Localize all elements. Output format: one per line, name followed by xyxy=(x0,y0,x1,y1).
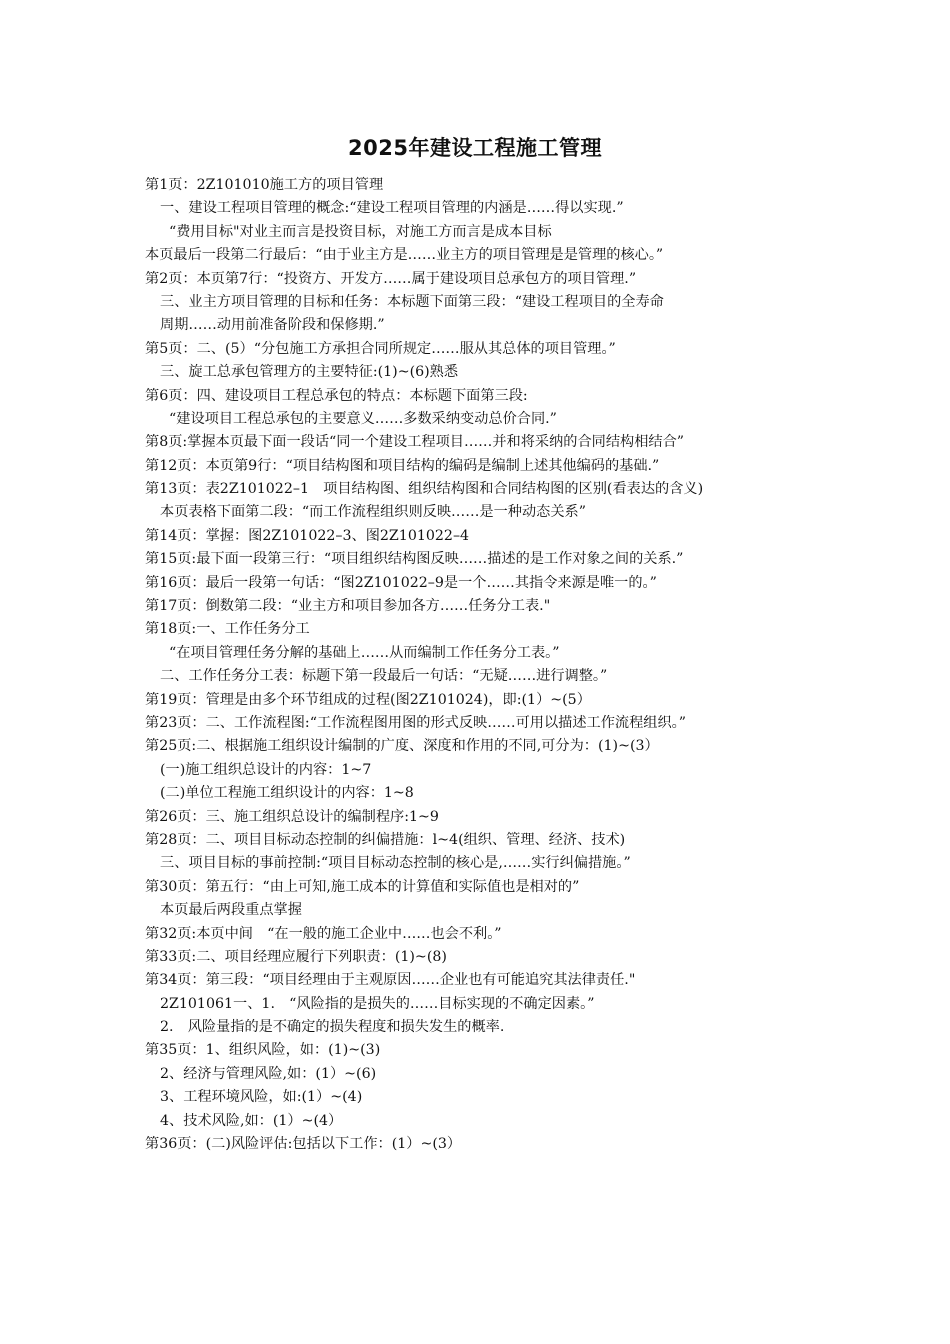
text-line: “在项目管理任务分解的基础上……从而编制工作任务分工表。” xyxy=(169,644,560,661)
text-line: 第35页：1、组织风险，如：(1)~(3) xyxy=(145,1042,381,1059)
text-line: 第17页：倒数第二段：“业主方和项目参加各方……任务分工表." xyxy=(145,598,551,615)
text-line: 2、经济与管理风险,如：(1）~(6) xyxy=(160,1065,377,1082)
text-line: 第30页：第五行：“由上可知,施工成本的计算值和实际值也是相对的” xyxy=(145,878,580,895)
text-line: 第12页：本页第9行：“项目结构图和项目结构的编码是编制上述其他编码的基础.” xyxy=(145,457,660,474)
text-line: 一、建设工程项目管理的概念:“建设工程项目管理的内涵是……得以实现.” xyxy=(160,200,624,217)
text-line: “费用目标"对业主而言是投资目标，对施工方而言是成本目标 xyxy=(169,223,552,240)
text-line: 本页表格下面第二段：“而工作流程组织则反映……是一种动态关系” xyxy=(160,504,586,521)
text-line: 第34页：第三段：“项目经理由于主观原因……企业也有可能追究其法律责任." xyxy=(145,972,636,989)
text-line: 第8页:掌握本页最下面一段话“同一个建设工程项目……并和将采纳的合同结构相结合” xyxy=(145,434,685,451)
text-line: (一)施工组织总设计的内容：1~7 xyxy=(160,761,372,778)
text-line: 第23页：二、工作流程图:“工作流程图用图的形式反映……可用以描述工作流程组织。” xyxy=(145,714,686,731)
text-line: 4、技术风险,如：(1）~(4） xyxy=(160,1112,343,1129)
text-line: 第33页:二、项目经理应履行下列职责：(1)~(8) xyxy=(145,948,447,965)
text-line: 3、工程环境风险，如:(1）~(4) xyxy=(160,1089,363,1106)
document-body xyxy=(145,174,815,1156)
text-line: 二、工作任务分工表：标题下第一段最后一句话：“无疑……进行调整。” xyxy=(160,668,608,685)
text-line: 第19页：管理是由多个环节组成的过程(图2Z101024)，即:(1）~(5） xyxy=(145,691,591,708)
document-title: 2025年建设工程施工管理 xyxy=(348,136,602,160)
text-line: 第15页:最下面一段第三行：“项目组织结构图反映……描述的是工作对象之间的关系.” xyxy=(145,551,684,568)
text-line: 第14页：掌握：图2Z101022–3、图2Z101022–4 xyxy=(145,527,470,544)
text-line: 三、项目目标的事前控制:“项目目标动态控制的核心是,……实行纠偏措施。” xyxy=(160,855,631,872)
text-line: 本页最后两段重点掌握 xyxy=(160,902,302,919)
text-line: 周期……动用前准备阶段和保修期.” xyxy=(160,317,385,334)
text-line: 2. 风险量指的是不确定的损失程度和损失发生的概率. xyxy=(160,1019,505,1036)
text-line: 三、旋工总承包管理方的主要特征:(1)~(6)熟悉 xyxy=(160,364,459,381)
text-line: 第28页：二、项目目标动态控制的纠偏措施：l~4(组织、管理、经济、技术) xyxy=(145,831,626,848)
text-line: (二)单位工程施工组织设计的内容：1~8 xyxy=(160,785,414,802)
text-line: 第32页:本页中间 “在一般的施工企业中……也会不利。” xyxy=(145,925,502,942)
text-line: 第26页：三、施工组织总设计的编制程序:1~9 xyxy=(145,808,439,825)
text-line: 2Z101061一、1. “风险指的是损失的……目标实现的不确定因素。” xyxy=(160,995,595,1012)
text-line: 第6页：四、建设项目工程总承包的特点：本标题下面第三段: xyxy=(145,387,528,404)
text-line: 第5页：二、(5）“分包施工方承担合同所规定……服从其总体的项目管理。” xyxy=(145,340,616,357)
text-line: 第1页：2Z101010施工方的项目管理 xyxy=(145,177,384,193)
text-line: 第25页:二、根据施工组织设计编制的广度、深度和作用的不同,可分为：(1)~(3） xyxy=(145,738,659,755)
text-line: 第18页:一、工作任务分工 xyxy=(145,621,310,638)
text-line: 第13页：表2Z101022–1 项目结构图、组织结构图和合同结构图的区别(看表达的含义) xyxy=(145,481,704,498)
text-line: 第16页：最后一段第一句话：“图2Z101022–9是一个……其指令来源是唯一的。” xyxy=(145,574,657,591)
text-line: 三、业主方项目管理的目标和任务：本标题下面第三段：“建设工程项目的全寿命 xyxy=(160,293,664,310)
text-line: 第2页：本页第7行：“投资方、开发方……属于建设项目总承包方的项目管理.” xyxy=(145,270,637,287)
text-line: 第36页：(二)风险评估:包括以下工作：(1）~(3） xyxy=(145,1136,462,1153)
text-line: “建设项目工程总承包的主要意义……多数采纳变动总价合同.” xyxy=(169,410,557,427)
text-line: 本页最后一段第二行最后：“由于业主方是……业主方的项目管理是是管理的核心。” xyxy=(145,247,664,264)
